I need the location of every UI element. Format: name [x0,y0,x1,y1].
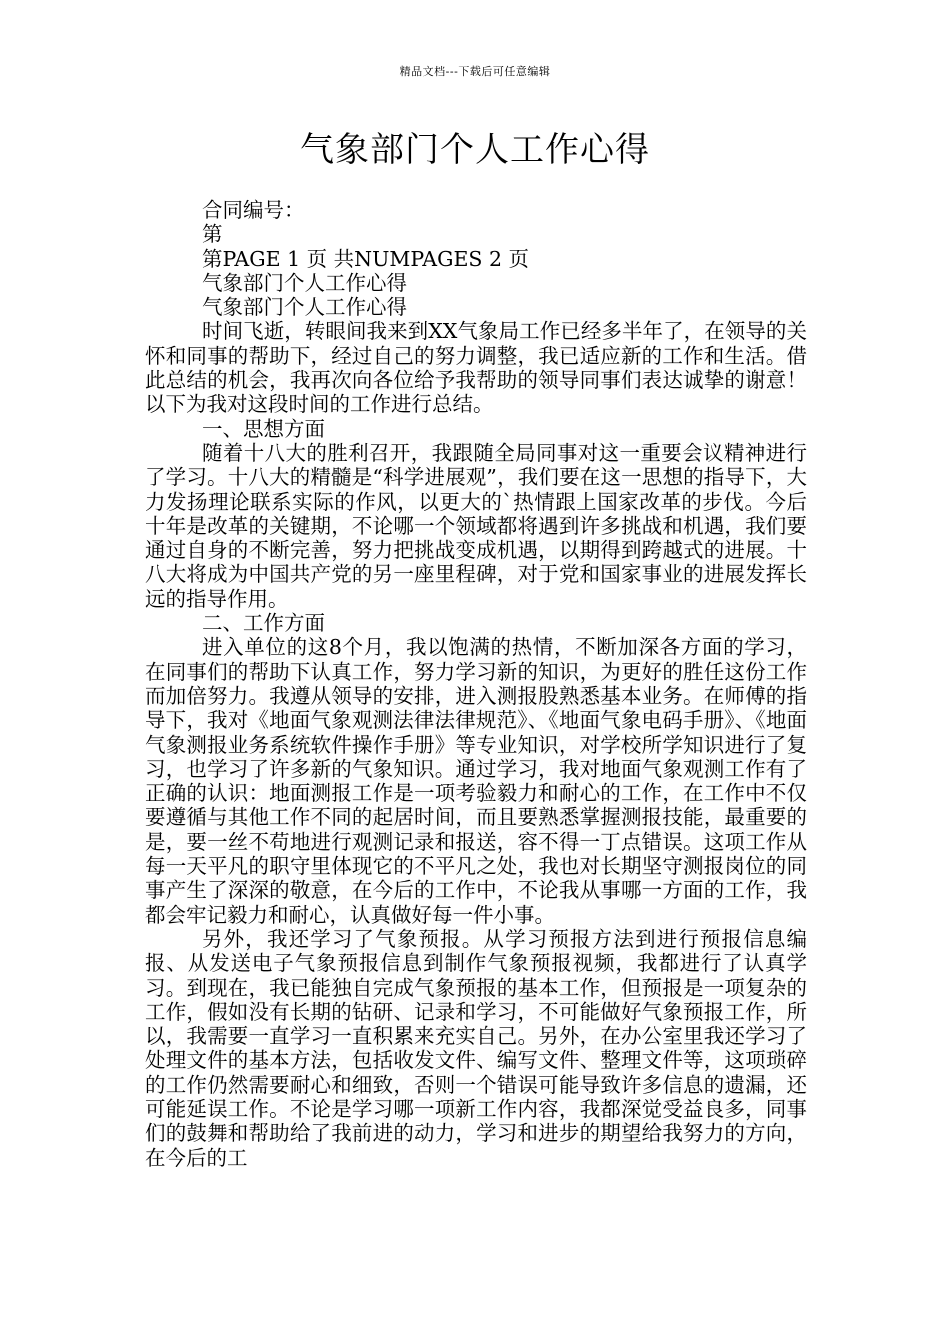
meta-line-page-prefix: 第 [202,222,223,247]
paragraph-thought: 随着十八大的胜利召开，我跟随全局同事对这一重要会议精神进行了学习。十八大的精髓是“科学进展观”，我们要在这一思想的指导下，大力发扬理论联系实际的作风，以更大的`热情跟上国家改革的步伐。今后十年是改革的关键期，不论哪一个领域都将遇到许多挑战和机遇，我们要通过自身的不断完善，努力把挑战变成机遇，以期得到跨越式的进展。十八大将成为中国共产党的另一座里程碑，对于党和国家事业的进展发挥长远的指导作用。 [145,440,807,611]
document-title: 气象部门个人工作心得 [300,130,650,170]
document-body [145,198,807,1170]
section-heading-work: 二、工作方面 [202,611,325,636]
meta-line-subtitle-2: 气象部门个人工作心得 [202,295,407,320]
meta-line-subtitle-1: 气象部门个人工作心得 [202,270,407,295]
meta-line-contract-number: 合同编号： [202,198,305,222]
meta-line-page-field: 第PAGE 1 页 共NUMPAGES 2 页 [202,246,530,271]
header-note: 精品文档---下载后可任意编辑 [399,65,551,78]
paragraph-work-2: 另外，我还学习了气象预报。从学习预报方法到进行预报信息编报、从发送电子气象预报信息到制作气象预报视频，我都进行了认真学习。到现在，我已能独自完成气象预报的基本工作，但预报是一项复杂的工作，假如没有长期的钻研、记录和学习，不可能做好气象预报工作，所以，我需要一直学习一直积累来充实自己。另外，在办公室里我还学习了处理文件的基本方法，包括收发文件、编写文件、整理文件等，这项琐碎的工作仍然需要耐心和细致，否则一个错误可能导致许多信息的遗漏，还可能延误工作。不论是学习哪一项新工作内容，我都深觉受益良多，同事们的鼓舞和帮助给了我前进的动力，学习和进步的期望给我努力的方向，在今后的工 [145,926,807,1170]
paragraph-intro: 时间飞逝，转眼间我来到XX气象局工作已经多半年了，在领导的关怀和同事的帮助下，经过自己的努力调整，我已适应新的工作和生活。借此总结的机会，我再次向各位给予我帮助的领导同事们表达诚挚的谢意！以下为我对这段时间的工作进行总结。 [145,319,807,417]
section-heading-thought: 一、思想方面 [202,416,325,441]
paragraph-work-1: 进入单位的这8个月，我以饱满的热情，不断加深各方面的学习，在同事们的帮助下认真工作，努力学习新的知识，为更好的胜任这份工作而加倍努力。我遵从领导的安排，进入测报股熟悉基本业务。在师傅的指导下，我对《地面气象观测法律法律规范》、《地面气象电码手册》、《地面气象测报业务系统软件操作手册》等专业知识，对学校所学知识进行了复习，也学习了许多新的气象知识。通过学习，我对地面气象观测工作有了正确的认识：地面测报工作是一项考验毅力和耐心的工作，在工作中不仅要遵循与其他工作不同的起居时间，而且要熟悉掌握测报技能，最重要的是，要一丝不苟地进行观测记录和报送，容不得一丁点错误。这项工作从每一天平凡的职守里体现它的不平凡之处，我也对长期坚守测报岗位的同事产生了深深的敬意，在今后的工作中，不论我从事哪一方面的工作，我都会牢记毅力和耐心，认真做好每一件小事。 [145,635,807,927]
